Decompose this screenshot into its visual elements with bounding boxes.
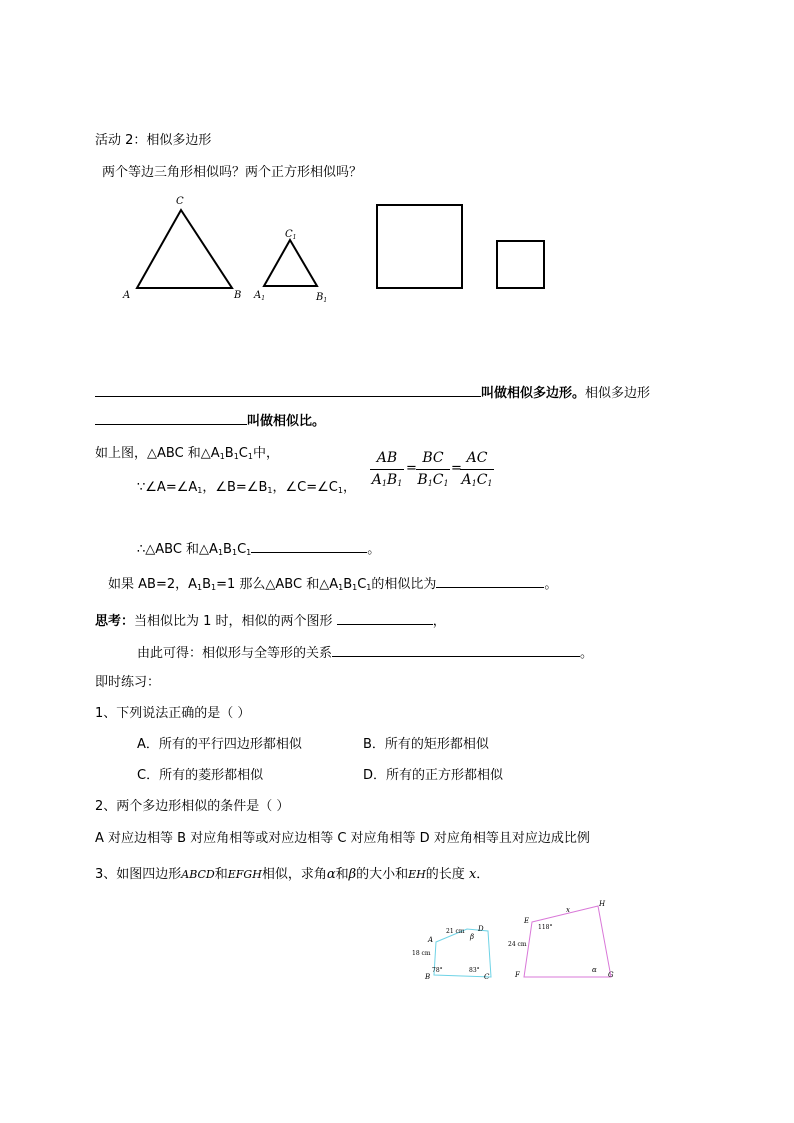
quad-label-g: G [608, 971, 614, 979]
quad-label-b: B [425, 973, 431, 981]
quad-label-f: F [515, 971, 520, 979]
q1-option-d[interactable]: D．所有的正方形都相似 [363, 768, 504, 783]
blank-derive[interactable] [332, 644, 580, 657]
q2-options: A 对应边相等 B 对应角相等或对应边相等 C 对应角相等 D 对应角相等且对应边成比例 [95, 831, 590, 846]
quad-side-ef: 24 cm [508, 941, 527, 948]
q1-option-c[interactable]: C．所有的菱形都相似 [137, 768, 264, 783]
blank-therefore[interactable] [251, 540, 367, 553]
triangle-a1b1c1 [264, 240, 317, 286]
blank-think[interactable] [337, 612, 433, 625]
question-2: 2、两个多边形相似的条件是（ ） [95, 799, 290, 814]
quad-angle-b: 78° [432, 967, 443, 974]
question-3: 3、如图四边形ABCD和EFGH相似，求角α和β的大小和EH的长度 x． [95, 867, 490, 882]
figure-similar-shapes [0, 190, 794, 320]
activity-title: 活动 2：相似多边形 [95, 133, 212, 148]
blank-definition-1[interactable] [95, 384, 481, 397]
label-c1: $C_1$ [285, 229, 297, 241]
derive-line: 由此可得：相似形与全等形的关系 。 [137, 646, 594, 661]
blank-definition-2[interactable] [95, 412, 247, 425]
triangle-abc [137, 210, 232, 288]
square-small [497, 241, 544, 288]
blank-ratio[interactable] [436, 575, 544, 588]
ratio-line: 如果 AB=2，$A_1B_1=1$ 那么△ABC 和$\triangle A_1B_1C_1$的相似比为 。 [108, 577, 558, 592]
definition-line-2: 叫做相似比。 [95, 412, 325, 430]
practice-title: 即时练习： [95, 675, 161, 690]
q1-option-b[interactable]: B．所有的矩形都相似 [363, 737, 489, 752]
quad-side-ad: 21 cm [446, 928, 465, 935]
square-large [377, 205, 462, 288]
figure-quadrilaterals [0, 895, 794, 995]
therefore-line: ∴△ABC 和$\triangle A_1B_1C_1$ 。 [137, 542, 381, 557]
label-a1: $A_1$ [254, 290, 266, 302]
label-b: B [234, 290, 242, 301]
quad-angle-g: α [592, 966, 597, 974]
quad-label-c: C [484, 973, 490, 981]
quad-angle-e: 118° [538, 924, 553, 931]
question-1: 1、下列说法正确的是（ ） [95, 706, 251, 721]
equals-2: = [451, 461, 462, 476]
quad-label-e: E [524, 917, 530, 925]
question-text: 两个等边三角形相似吗？两个正方形相似吗？ [102, 165, 363, 180]
quad-label-d: D [478, 925, 484, 933]
quad-label-h: H [599, 900, 606, 908]
quad-label-a: A [428, 936, 434, 944]
label-b1: $B_1$ [316, 292, 328, 304]
label-a: A [123, 290, 131, 301]
equals-1: = [406, 461, 417, 476]
label-c: C [176, 196, 184, 207]
quad-efgh [524, 906, 611, 977]
quad-side-eh: x [566, 906, 570, 914]
because-line: $\because\angle A=\angle A_1$，$\angle B=\angle B_1$，$\angle C=\angle C_1$， [137, 480, 356, 495]
q1-option-a[interactable]: A．所有的平行四边形都相似 [137, 737, 302, 752]
quad-angle-c: 83° [469, 967, 480, 974]
given-line: 如上图，△ABC 和$\triangle A_1B_1C_1$中， [95, 446, 279, 461]
think-line: 思考：当相似比为 1 时，相似的两个图形 ， [95, 614, 446, 629]
definition-line-1: 叫做相似多边形。相似多边形 [95, 384, 650, 402]
quad-angle-d: β [470, 933, 475, 941]
quad-side-ab: 18 cm [412, 950, 431, 957]
